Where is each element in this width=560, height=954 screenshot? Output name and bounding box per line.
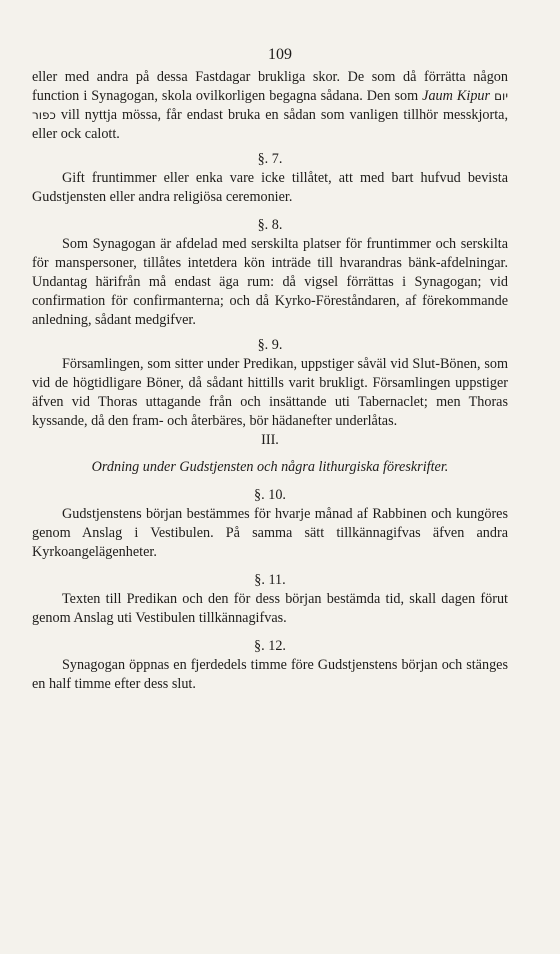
text-run: eller med andra på dessa Fastdagar brukliga skor. De som då förrätta någon function i Synagogan, skola ovilkorligen begagna sådana. Den som — [32, 69, 508, 104]
section-heading-11: §. 11. — [254, 572, 286, 588]
chapter-number: III. — [261, 432, 279, 448]
body-text — [32, 68, 508, 694]
section-text-7: Gift fruntimmer eller enka vare icke tillåtet, att med bart hufvud bevista Gudstjensten eller andra religiösa ceremonier. — [32, 170, 508, 205]
section-text-11: Texten till Predikan och den för dess början bestämda tid, skall dagen förut genom Anslag uti Vestibulen tillkännagifvas. — [32, 591, 508, 626]
text-run: vill nyttja mössa, får endast bruka en sådan som vanligen tillhör messkjorta, eller ock calott. — [32, 107, 508, 142]
section-text-8: Som Synagogan är afdelad med serskilta platser för fruntimmer och serskilta för manspersoner, tillåtes intetdera kön inträde till hvarandras bänk-afdelningar. Undantag härifrån må endast äga rum: då vigsel förrättas i Synagogan; vid confirmation för confirmanterna; och då Kyrko-Föreståndaren, af förekommande anledning, sådant medgifver. — [32, 236, 508, 328]
section-text-10: Gudstjenstens början bestämmes för hvarje månad af Rabbinen och kungöres genom Anslag i Vestibulen. På samma sätt tillkännagifvas äfven andra Kyrkoangelägenheter. — [32, 506, 508, 560]
section-heading-12: §. 12. — [254, 638, 286, 654]
section-text-9: Församlingen, som sitter under Predikan, uppstiger såväl vid Slut-Bönen, som vid de högtidligare Böner, då sådant hittills varit brukligt. Församlingen uppstiger äfven vid Thoras uttagande från och insättande uti Tabernaclet; men Thoras kyssande, då den fram- och återbäres, bör hädanefter underlåtas. — [32, 356, 508, 429]
chapter-title: Ordning under Gudstjensten och några lithurgiska föreskrifter. — [91, 459, 449, 475]
section-text-12: Synagogan öppnas en fjerdedels timme före Gudstjenstens början och stänges en half timme efter dess slut. — [32, 657, 508, 692]
italic-term: Jaum Kipur — [422, 88, 491, 104]
section-heading-10: §. 10. — [254, 487, 286, 503]
section-heading-7: §. 7. — [257, 151, 283, 167]
section-heading-9: §. 9. — [257, 337, 283, 353]
paragraph-continuation — [32, 68, 508, 144]
hebrew-term: יום כפור — [32, 89, 509, 122]
page-number: 109 — [268, 46, 292, 63]
section-heading-8: §. 8. — [257, 217, 283, 233]
